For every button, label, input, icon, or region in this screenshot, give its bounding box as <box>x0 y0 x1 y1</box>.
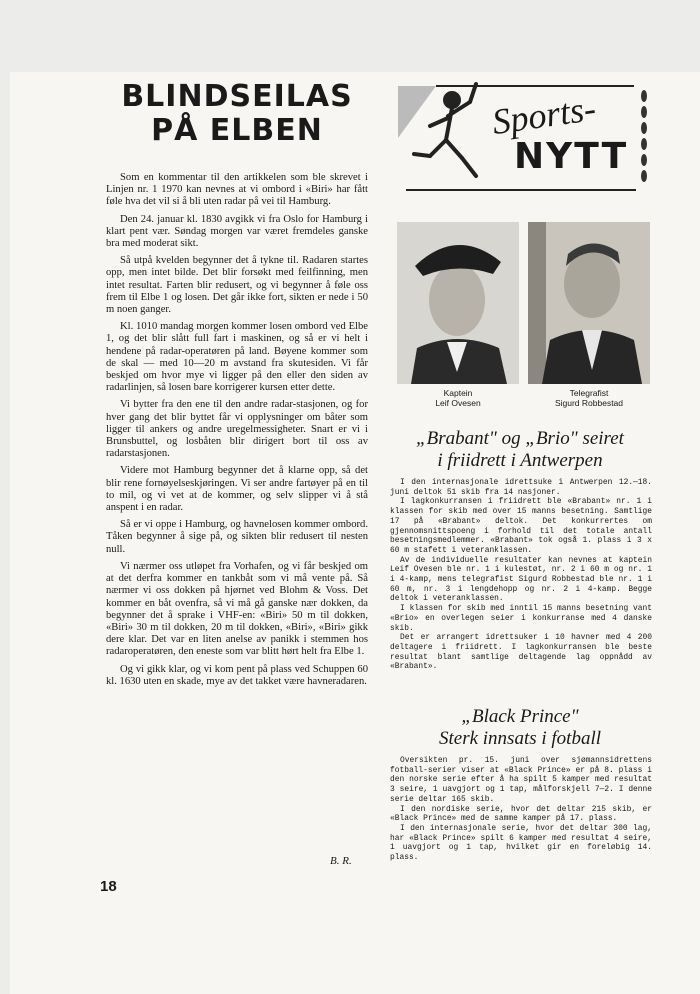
paragraph: Den 24. januar kl. 1830 avgikk vi fra Oslo for Hamburg i klart pent vær. Søndag morgen var været fremdeles ganske bra med moderat sikt. <box>106 213 368 250</box>
signature: B. R. <box>330 855 352 867</box>
headline-line: „Black Prince" <box>461 706 579 727</box>
title-line: BLINDSEILAS <box>121 79 353 114</box>
caption-line: Leif Ovesen <box>435 398 481 408</box>
photo-captain <box>397 222 519 384</box>
paragraph: Det er arrangert idrettsuker i 10 havner med 4 200 deltagere i friidrett. I lagkonkurransen ble beste resultat blant samtlige deltagende lag oppnådd av «Brabant». <box>390 633 652 672</box>
portrait-image <box>528 222 650 384</box>
caption-line: Kaptein <box>443 388 473 398</box>
paragraph: Vi nærmer oss utløpet fra Vorhafen, og vi får beskjed om at det derfra kommer en tankbåt som vi må vente på. Så nærmer vi oss dokken på hjørnet ved Blohm & Voss. Det kommer en båt ovenfra, så vi må gå ganske nær dokken, da begynner det å sprake i VHF-en: «Biri» 50 m til dokken, «Biri» 30 m til dokken, 20 m til dokken, «Biri», «Biri» gikk dere klar. Det var en liten anelse av panikk i stemmen hos radaroperatøren, den eneste som var blitt hørt helt fra Elbe 1. <box>106 560 368 658</box>
paragraph: Vi bytter fra den ene til den andre radar-stasjonen, og for hver gang det blir byttet får vi opplysninger om båter som ligger til ankers og andre uregelmessigheter. Snart er vi i Brunsbuttel, og losbåten blir dirigert bort til oss av radarstasjonen. <box>106 399 368 460</box>
masthead-word: NYTT <box>514 136 629 177</box>
paragraph: I den nordiske serie, hvor det deltar 215 skib, er «Black Prince» med de samme kamper på 17. plass. <box>390 804 652 824</box>
black-prince-headline <box>385 706 655 750</box>
paragraph: Videre mot Hamburg begynner det å klarne opp, så det blir rene fornøyelseskjøringen. Vi ser andre fartøyer på en til to mil, og vi vet at de kommer, og selv slipper vi å stå anspent i en radar. <box>106 465 368 514</box>
caption-line: Telegrafist <box>569 388 609 398</box>
paragraph: I den internasjonale serie, hvor det deltar 300 lag, har «Black Prince» spilt 6 kamper med resultat 4 seire, 1 uavgjort og 1 tap, hvilket gir en foreløbig 14. plass. <box>390 823 652 863</box>
article-body <box>106 172 368 688</box>
caption-telegraphist <box>524 388 654 408</box>
paragraph: Og vi gikk klar, og vi kom pent på plass ved Schuppen 60 kl. 1630 uten en skade, mye av det takket være havneradaren. <box>106 663 368 687</box>
paragraph: Så er vi oppe i Hamburg, og havnelosen kommer ombord. Tåken begynner å sige på, og sikten blir redusert til nesten null. <box>106 519 368 555</box>
brabant-headline <box>385 428 655 472</box>
laurel-icon <box>641 90 647 182</box>
caption-captain <box>393 388 523 408</box>
headline-line: „Brabant" og „Brio" seiret <box>416 428 624 449</box>
paragraph: I klassen for skib med inntil 15 manns besetning vant «Brio» en overlegen seier i konkurranse med 4 danske skib. <box>390 604 652 633</box>
title-line: PÅ ELBEN <box>151 113 323 148</box>
masthead-script: Sports- <box>489 87 599 143</box>
page-number: 18 <box>100 878 117 895</box>
paragraph: Så utpå kvelden begynner det å tykne til. Radaren startes opp, men intet bilde. Det blir forsøkt med feilfinning, men intet resultat. Farten blir redusert, og vi begynner å føle oss frem til Elbe 1 og losen. Det går ikke fort, sikten er nede i 50 m noen ganger. <box>106 255 368 316</box>
paragraph: Kl. 1010 mandag morgen kommer losen ombord ved Elbe 1, og det blir slått full fart i maskinen, og så er vi helt i hendene på radar-operatøren på land. Bøyene kommer som de skal — med 10—20 m avstand fra skutesiden. Vi får beskjed om hvor mye vi ligger på den eller den siden av radarlinjen, så losen bare korrigerer kursen etter dette. <box>106 321 368 394</box>
article-title <box>106 80 368 148</box>
paragraph: I lagkonkurransen i friidrett ble «Brabant» nr. 1 i klassen for skib med over 15 manns besetning. Samtlige 17 på «Brabant» deltok. Det konkurrertes om gjennomsnittspoeng i forhold til det totale antall besetningsmedlemmer. «Brabant» tok også 1. plass i 3 x 60 m stafett i veteranklassen. <box>390 497 652 555</box>
paragraph: Som en kommentar til den artikkelen som ble skrevet i Linjen nr. 1 1970 kan nevnes at vi ombord i «Biri» har fått føle hva det vil si å bli uten radar på vei til Hamburg. <box>106 172 368 208</box>
black-prince-article-body <box>390 756 652 863</box>
brabant-article-body <box>390 478 652 672</box>
headline-line: Sterk innsats i fotball <box>438 728 602 749</box>
headline-line: i friidrett i Antwerpen <box>437 450 603 471</box>
caption-line: Sigurd Robbestad <box>554 398 624 408</box>
paragraph: Av de individuelle resultater kan nevnes at kaptein Leif Ovesen ble nr. 1 i kulestøt, nr. 2 i 60 m og nr. 1 i 4-kamp, mens telegrafist Sigurd Robbestad ble nr. 1 i 60 m, nr. 3 i lengdehopp og nr. 2 i 4-kamp. Begge deltok i veteranklassen. <box>390 555 652 604</box>
paragraph: I den internasjonale idrettsuke i Antwerpen 12.—18. juni deltok 51 skib fra 14 nasjoner. <box>390 478 652 497</box>
paragraph: Oversikten pr. 15. juni over sjømannsidrettens fotball-serier viser at «Black Prince» er på 8. plass i den norske serie efter å ha spilt 5 kamper med resultat 3 seire, 1 uavgjort og 1 tap, målforskjell 7—2. I denne serie deltar 165 skib. <box>390 756 652 804</box>
photo-telegraphist <box>528 222 650 384</box>
sports-nytt-masthead <box>396 78 654 198</box>
blindseilas-article <box>106 80 368 693</box>
portrait-image <box>397 222 519 384</box>
